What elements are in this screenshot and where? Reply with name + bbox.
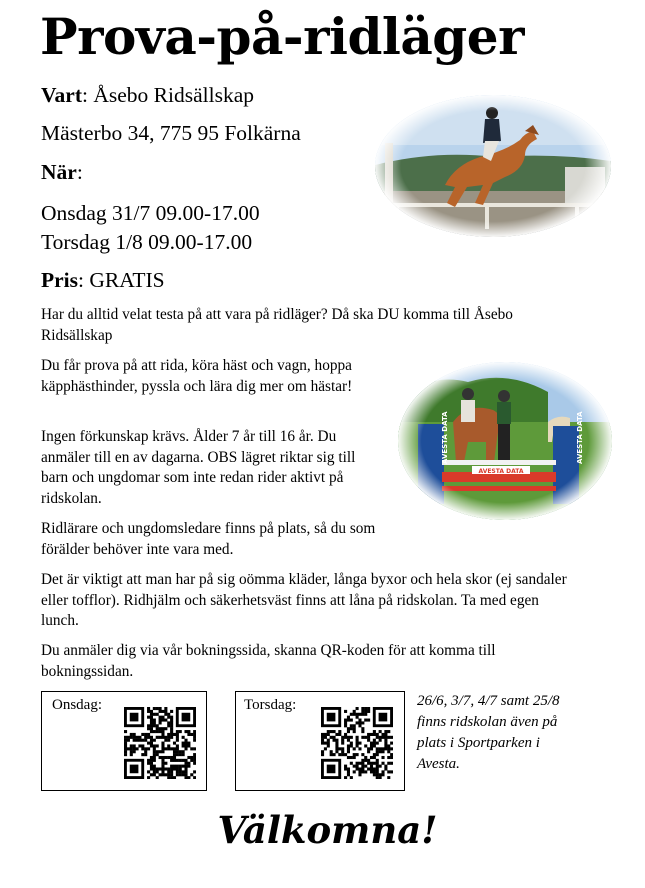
qr-box-thursday (235, 691, 405, 791)
price-value: : GRATIS (78, 268, 165, 292)
poster-title: Prova-på-ridläger (40, 7, 524, 66)
price-line (41, 267, 165, 294)
note-other-dates: 26/6, 3/7, 4/7 samt 25/8 finns ridskolan även på plats i Sportparken i Avesta. (417, 693, 560, 772)
date-wednesday: Onsdag 31/7 09.00-17.00 (41, 201, 260, 225)
intro-paragraph: Har du alltid velat testa på att vara på ridläger? Då ska DU komma till Åsebo Ridsällskap (41, 306, 513, 344)
children-ponies-photo (398, 362, 612, 520)
qr-label-thursday: Torsdag: (244, 697, 297, 713)
horse-jump-photo (375, 95, 611, 237)
where-label: Vart (41, 83, 83, 107)
where-line (41, 82, 254, 109)
clothing-paragraph: Det är viktigt att man har på sig oömma kläder, långa byxor och hela skor (ej sandaler eller tofflor). Ridhjälm och säkerhetsväst finns att låna på ridskolan. Ta med egen lunch. (41, 571, 567, 629)
price-label: Pris (41, 268, 79, 292)
address-line: Mästerbo 34, 775 95 Folkärna (41, 121, 301, 145)
qr-label-wednesday: Onsdag: (52, 697, 102, 713)
booking-paragraph: Du anmäler dig via vår bokningssida, skanna QR-koden för att komma till bokningssidan. (41, 642, 496, 680)
activities-paragraph: Du får prova på att rida, köra häst och vagn, hoppa käpphästhinder, pyssla och lära dig mer om hästar! (41, 357, 353, 395)
qr-code-thursday[interactable] (321, 707, 393, 779)
where-value: : Åsebo Ridsällskap (82, 83, 255, 107)
welcome-text: Välkomna! (217, 808, 438, 852)
date-thursday: Torsdag 1/8 09.00-17.00 (41, 230, 253, 254)
when-line (41, 159, 83, 186)
horse-jump-illustration (375, 95, 611, 237)
requirements-paragraph: Ingen förkunskap krävs. Ålder 7 år till 16 år. Du anmäler till en av dagarna. OBS lägret riktar sig till barn och ungdomar som inte redan rider aktivt på ridskolan. (41, 428, 356, 507)
staff-paragraph: Ridlärare och ungdomsledare finns på plats, så du som förälder behöver inte vara med. (41, 520, 376, 558)
children-ponies-illustration (398, 362, 612, 520)
when-suffix: : (76, 160, 83, 184)
qr-box-wednesday (41, 691, 207, 791)
qr-code-wednesday[interactable] (124, 707, 196, 779)
when-label: När (41, 160, 77, 184)
